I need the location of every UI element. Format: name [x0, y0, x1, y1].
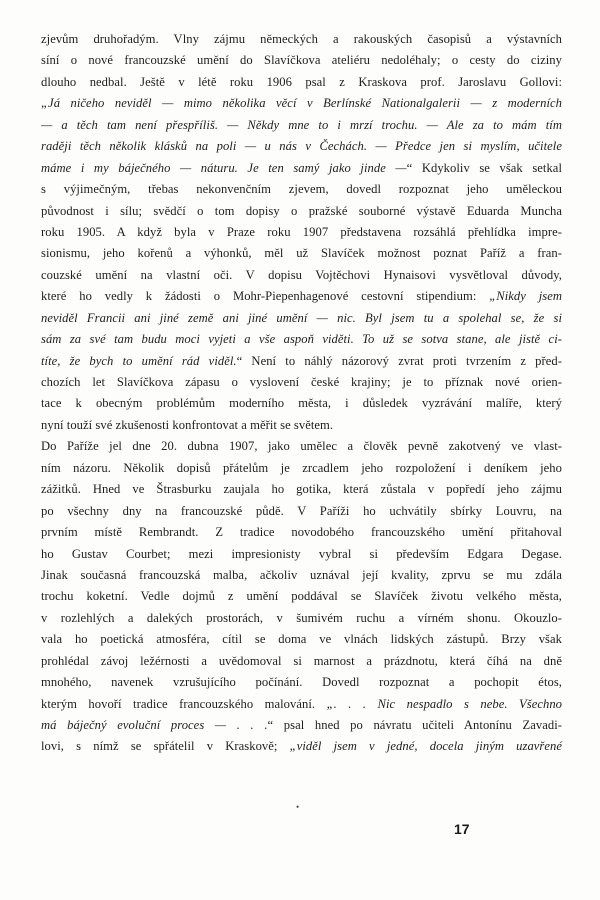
text-line — [41, 629, 562, 650]
text-line — [41, 565, 562, 586]
text-run: lovi, s nímž se spřátelil v Kraskově; — [41, 739, 290, 754]
text-run: zjevům druhořadým. Vlny zájmu německých a rakouských časopisů a výstavních — [41, 32, 562, 46]
text-run: po všechny dny na francouzské půdě. V Paříži ho uchvátily sbírky Louvru, na — [41, 503, 562, 518]
text-run: sionismu, jeho kořenů a výhonků, měl už Slavíček možnost poznat Paříž a fran- — [41, 246, 562, 261]
italic-quote-run: títe, že bych to umění rád viděl. — [41, 353, 237, 368]
text-run: kterým hovoří tradice francouzského malování. — [41, 696, 327, 711]
text-line — [41, 50, 562, 71]
text-line — [41, 479, 562, 500]
text-run: ním názoru. Několik dopisů přátelům je zrcadlem jeho rozpoložení i deníkem jeho — [41, 460, 562, 475]
text-run: mnohého, navenek vzrušujícího počínání. Dovedl rozpoznat a pochopit étos, — [41, 675, 562, 690]
text-line — [41, 329, 562, 350]
text-run: couzské umění na vlastní oči. V dopisu Vojtěchovi Hynaisovi vysvětloval důvody, — [41, 267, 562, 282]
text-line — [41, 436, 562, 457]
italic-quote-run: máme i my báječného — náturu. Je ten samý jako jinde — — [41, 160, 407, 175]
italic-quote-run: raději těch několik klásků na poli — u nás v Čechách. — Předce jen si myslím, učitele — [41, 139, 562, 154]
text-line — [41, 136, 562, 157]
text-line — [41, 501, 562, 522]
text-line — [41, 372, 562, 393]
text-run: síní o nové francouzské umění do Slavíčkova ateliéru nedoléhaly; o cesty do ciziny — [41, 53, 562, 68]
text-line — [41, 308, 562, 329]
italic-quote-run: sám za své tam budu moci vyjeti a vše aspoň viděti. To už se sotva stane, ale jistě ci- — [41, 332, 562, 347]
text-run: roku 1905. A když byla v Praze roku 1907 představena rozsáhlá přehlídka impre- — [41, 224, 562, 239]
text-run: “ psal hned po návratu učiteli Antonínu Zavadi- — [267, 718, 562, 732]
text-line — [41, 93, 562, 114]
italic-quote-run: „Já ničeho neviděl — mimo několika věcí v Berlínské Nationalgalerii — z moderních — [41, 96, 562, 111]
text-line — [41, 458, 562, 479]
italic-quote-run: má báječný evoluční proces — . . . — [41, 718, 268, 732]
text-line — [41, 158, 562, 179]
text-run: chozích let Slavíčkova zápasu o vyslovení české krajiny; je to příznak nové orien- — [41, 375, 562, 389]
italic-quote-run: „Nikdy jsem — [489, 289, 562, 304]
text-line — [41, 586, 562, 607]
text-run: Jinak současná francouzská malba, ačkoliv uznával její kvality, zprvu se mu zdála — [41, 567, 562, 582]
text-line — [41, 672, 562, 693]
text-line — [41, 651, 562, 672]
text-line — [41, 522, 562, 543]
text-line — [41, 115, 562, 136]
text-line — [41, 265, 562, 286]
text-line — [41, 694, 562, 715]
italic-quote-run: neviděl Francii ani jiné země ani jiné umění — nic. Byl jsem tu a spolehal se, že si — [41, 310, 562, 325]
text-run: “ Kdykoliv se však setkal — [406, 160, 562, 175]
italic-quote-run: — a těch tam není přespříliš. — Někdy mne to i mrzí trochu. — Ale za to mám tím — [41, 117, 562, 132]
text-run: tace k obecným problémům moderního města, i důsledek vyzrávání malíře, který — [41, 396, 562, 411]
text-run: zážitků. Hned ve Štrasburku zaujala ho gotika, která zůstala v popředí jeho zájmu — [41, 482, 562, 497]
text-run: trochu koketní. Vedle dojmů z umění poddával se Slavíček životu velkého města, — [41, 589, 562, 604]
text-line — [41, 351, 562, 372]
text-line — [41, 29, 562, 50]
text-run: s výjimečným, třebas nekonvenčním zjevem, dovedl rozpoznat jeho uměleckou — [41, 182, 562, 197]
text-run: dlouho nedbal. Ještě v létě roku 1906 psal z Kraskova prof. Jaroslavu Gollovi: — [41, 74, 562, 89]
text-line — [41, 179, 562, 200]
text-line — [41, 243, 562, 264]
body-text — [41, 29, 562, 758]
italic-quote-run: „. . . Nic nespadlo s nebe. Všechno — [326, 696, 563, 711]
text-run: ho Gustav Courbet; mezi impresionisty vybral si především Edgara Degase. — [41, 546, 562, 561]
text-run: vala ho poetická atmosféra, cítil se doma ve vlnách lidských zástupů. Brzy však — [41, 632, 562, 647]
text-line — [41, 415, 562, 436]
text-line — [41, 736, 562, 757]
text-line — [41, 201, 562, 222]
text-line — [41, 544, 562, 565]
text-line — [41, 72, 562, 93]
page-number: 17 — [454, 821, 470, 837]
text-line — [41, 608, 562, 629]
italic-quote-run: „viděl jsem v jedné, docela jiným uzavřené — [289, 739, 563, 754]
text-run: které ho vedly k žádosti o Mohr-Piepenhagenové cestovní stipendium: — [41, 289, 490, 304]
text-line — [41, 286, 562, 307]
text-line — [41, 393, 562, 414]
text-line — [41, 715, 562, 736]
text-run: Do Paříže jel dne 20. dubna 1907, jako umělec a člověk pevně zakotvený ve vlast- — [41, 439, 562, 454]
text-run: “ Není to náhlý názorový zvrat proti tvrzením z před- — [236, 353, 562, 368]
text-run: prvním místě Rembrandt. Z tradice novodobého francouzského umění přitahoval — [41, 525, 562, 540]
text-line — [41, 222, 562, 243]
text-run: prohlédal závoj ležérnosti a uvědomoval si marnost a prázdnotu, která číhá na dně — [41, 653, 562, 668]
text-run: původnost i sílu; svědčí o tom dopisy o pražské souborné výstavě Eduarda Muncha — [41, 203, 562, 218]
section-mark: • — [296, 802, 300, 812]
text-run: v rozlehlých a dalekých prostorách, v šumivém ruchu a vírném shonu. Okouzlo- — [41, 610, 562, 625]
text-run: nyní touží své zkušenosti konfrontovat a měřit se světem. — [41, 417, 334, 432]
